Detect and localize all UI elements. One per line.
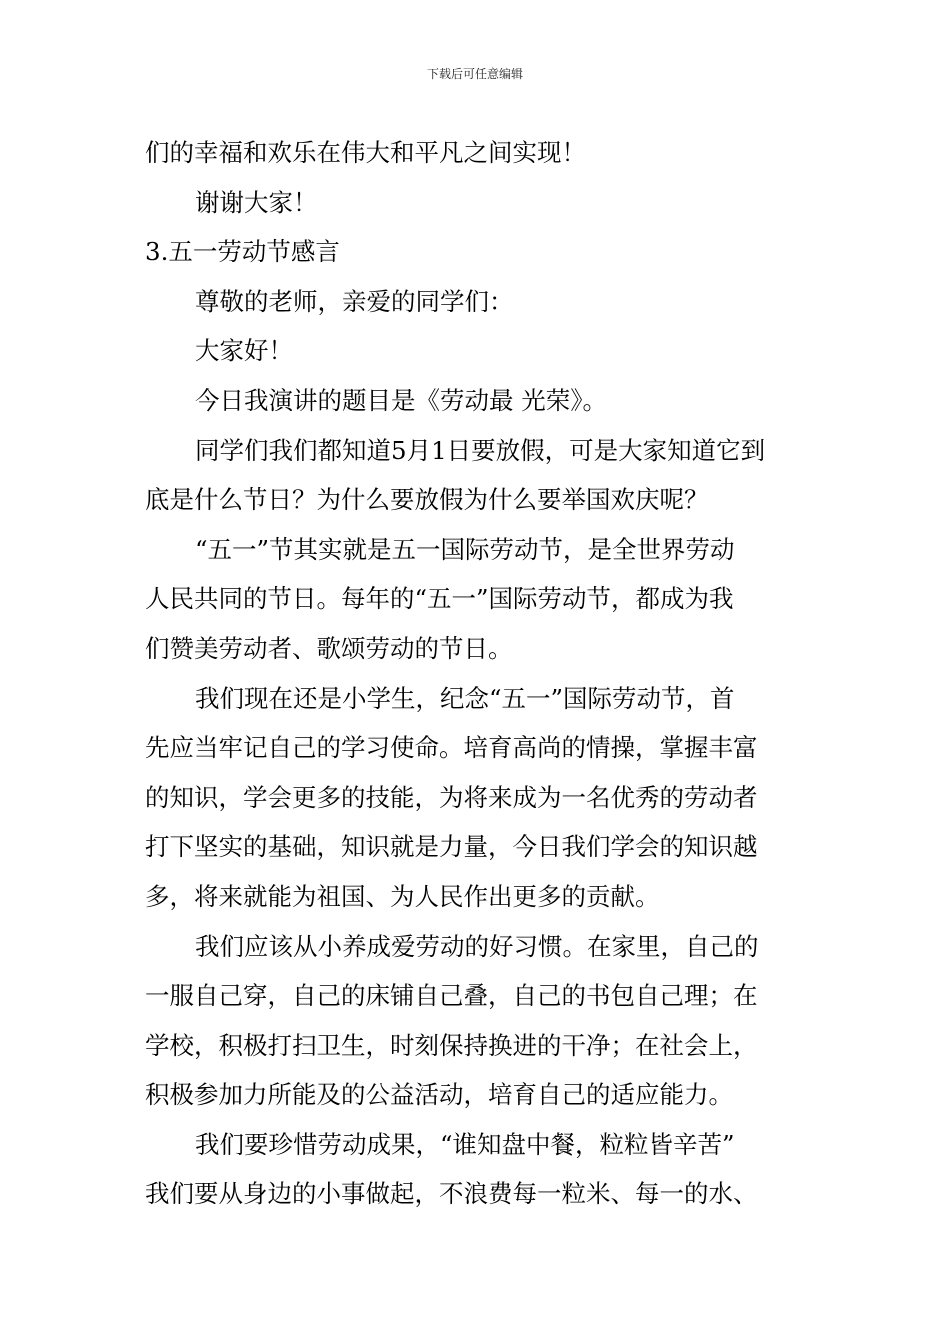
text-line: 同学们我们都知道5月1日要放假，可是大家知道它到: [195, 435, 766, 465]
text-line: 我们应该从小养成爱劳动的好习惯。在家里，自己的: [195, 931, 759, 961]
text-line: 一服自己穿，自己的床铺自己叠，自己的书包自己理；在: [145, 981, 758, 1011]
document-body: [145, 128, 810, 1219]
text-line: 人民共同的节日。每年的“五一”国际劳动节，都成为我: [145, 584, 734, 614]
text-line: 我们要珍惜劳动成果，“谁知盘中餐，粒粒皆辛苦”: [195, 1129, 735, 1159]
text-line: 打下坚实的基础，知识就是力量，今日我们学会的知识越: [145, 832, 758, 862]
text-line: 学校，积极打扫卫生，时刻保持换进的干净；在社会上，: [145, 1030, 758, 1060]
text-line: 今日我演讲的题目是《劳动最 光荣》。: [195, 385, 608, 415]
text-line: 谢谢大家！: [195, 187, 318, 217]
text-line: 积极参加力所能及的公益活动，培育自己的适应能力。: [145, 1080, 733, 1110]
text-line: 底是什么节日？为什么要放假为什么要举国欢庆呢？: [145, 485, 709, 515]
text-line: 的知识，学会更多的技能，为将来成为一名优秀的劳动者: [145, 782, 758, 812]
text-line: 们赞美劳动者、歌颂劳动的节日。: [145, 633, 513, 663]
text-line: 尊敬的老师，亲爱的同学们：: [195, 286, 514, 316]
text-line: 多，将来就能为祖国、为人民作出更多的贡献。: [145, 881, 660, 911]
page-header-note: 下载后可任意编辑: [426, 67, 523, 81]
text-line: 大家好！: [195, 336, 293, 366]
text-line: “五一”节其实就是五一国际劳动节，是全世界劳动: [195, 534, 735, 564]
text-line: 们的幸福和欢乐在伟大和平凡之间实现！: [145, 138, 586, 167]
text-line: 先应当牢记自己的学习使命。培育高尚的情操，掌握丰富: [145, 733, 758, 763]
text-line: 我们要从身边的小事做起，不浪费每一粒米、每一的水、: [145, 1179, 758, 1209]
text-line: 我们现在还是小学生，纪念“五一”国际劳动节，首: [195, 683, 735, 713]
section-heading: 3.五一劳动节感言: [145, 237, 340, 267]
